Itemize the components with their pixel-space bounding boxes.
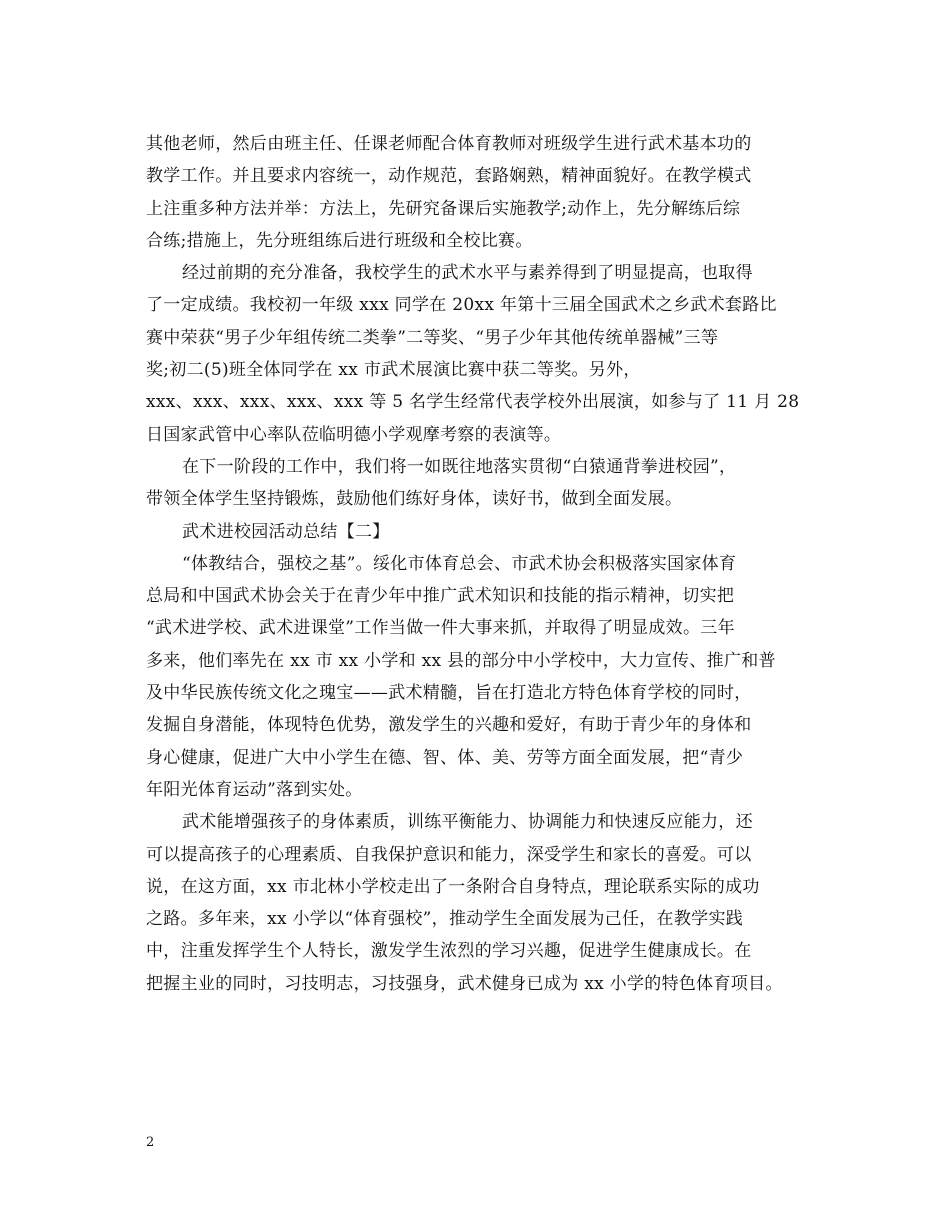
text-line: 说，在这方面，xx 市北林小学校走出了一条附合自身特点，理论联系实际的成功 — [146, 876, 760, 897]
text-line: 总局和中国武术协会关于在青少年中推广武术知识和技能的指示精神，切实把 — [146, 586, 735, 607]
text-line: 年阳光体育运动”落到实处。 — [146, 779, 363, 800]
paragraph-first-line: 经过前期的充分准备，我校学生的武术水平与素养得到了明显提高，也取得 — [182, 263, 753, 284]
body-text — [146, 128, 826, 1000]
page-number: 2 — [146, 1135, 155, 1150]
text-line: 了一定成绩。我校初一年级 xxx 同学在 20xx 年第十三届全国武术之乡武术套路比 — [146, 295, 777, 316]
text-line: xxx、xxx、xxx、xxx、xxx 等 5 名学生经常代表学校外出展演，如参与了 11 月 28 — [146, 392, 800, 413]
text-line: 赛中荣获“男子少年组传统二类拳”二等奖、“男子少年其他传统单器械”三等 — [146, 327, 719, 348]
paragraph-first-line: 在下一阶段的工作中，我们将一如既往地落实贯彻“白猿通背拳进校园”， — [182, 456, 737, 477]
text-line: 教学工作。并且要求内容统一，动作规范，套路娴熟，精神面貌好。在教学模式 — [146, 166, 752, 187]
text-line: 可以提高孩子的心理素质、自我保护意识和能力，深受学生和家长的喜爱。可以 — [146, 844, 752, 865]
text-line: 合练;措施上，先分班组练后进行班级和全校比赛。 — [146, 230, 533, 251]
text-line: 中，注重发挥学生个人特长，激发学生浓烈的学习兴趣，促进学生健康成长。在 — [146, 941, 752, 962]
text-line: 身心健康，促进广大中小学生在德、智、体、美、劳等方面全面发展，把“青少 — [146, 747, 744, 768]
text-line: 之路。多年来，xx 小学以“体育强校”，推动学生全面发展为己任，在教学实践 — [146, 909, 744, 930]
text-line: 及中华民族传统文化之瑰宝——武术精髓，旨在打造北方特色体育学校的同时， — [146, 683, 752, 704]
text-line: 其他老师，然后由班主任、任课老师配合体育教师对班级学生进行武术基本功的 — [146, 134, 752, 154]
text-line: 上注重多种方法并举：方法上，先研究备课后实施教学;动作上，先分解练后综 — [146, 198, 741, 219]
text-line: 奖;初二(5)班全体同学在 xx 市武术展演比赛中获二等奖。另外， — [146, 360, 641, 381]
text-line: “武术进学校、武术进课堂”工作当做一件大事来抓，并取得了明显成效。三年 — [146, 618, 735, 639]
text-line: 多来，他们率先在 xx 市 xx 小学和 xx 县的部分中小学校中，大力宣传、推广和普 — [146, 650, 776, 671]
text-line: 带领全体学生坚持锻炼，鼓励他们练好身体，读好书，做到全面发展。 — [146, 489, 683, 510]
paragraph-first-line: 武术能增强孩子的身体素质，训练平衡能力、协调能力和快速反应能力，还 — [182, 812, 753, 833]
text-line: 发掘自身潜能，体现特色优势，激发学生的兴趣和爱好，有助于青少年的身体和 — [146, 715, 752, 736]
paragraph-first-line: “体教结合，强校之基”。绥化市体育总会、市武术协会积极落实国家体育 — [182, 553, 737, 574]
text-line: 把握主业的同时，习技明志，习技强身，武术健身已成为 xx 小学的特色体育项目。 — [146, 973, 783, 994]
section-heading: 武术进校园活动总结【二】 — [182, 521, 390, 542]
text-line: 日国家武管中心率队莅临明德小学观摩考察的表演等。 — [146, 424, 562, 445]
